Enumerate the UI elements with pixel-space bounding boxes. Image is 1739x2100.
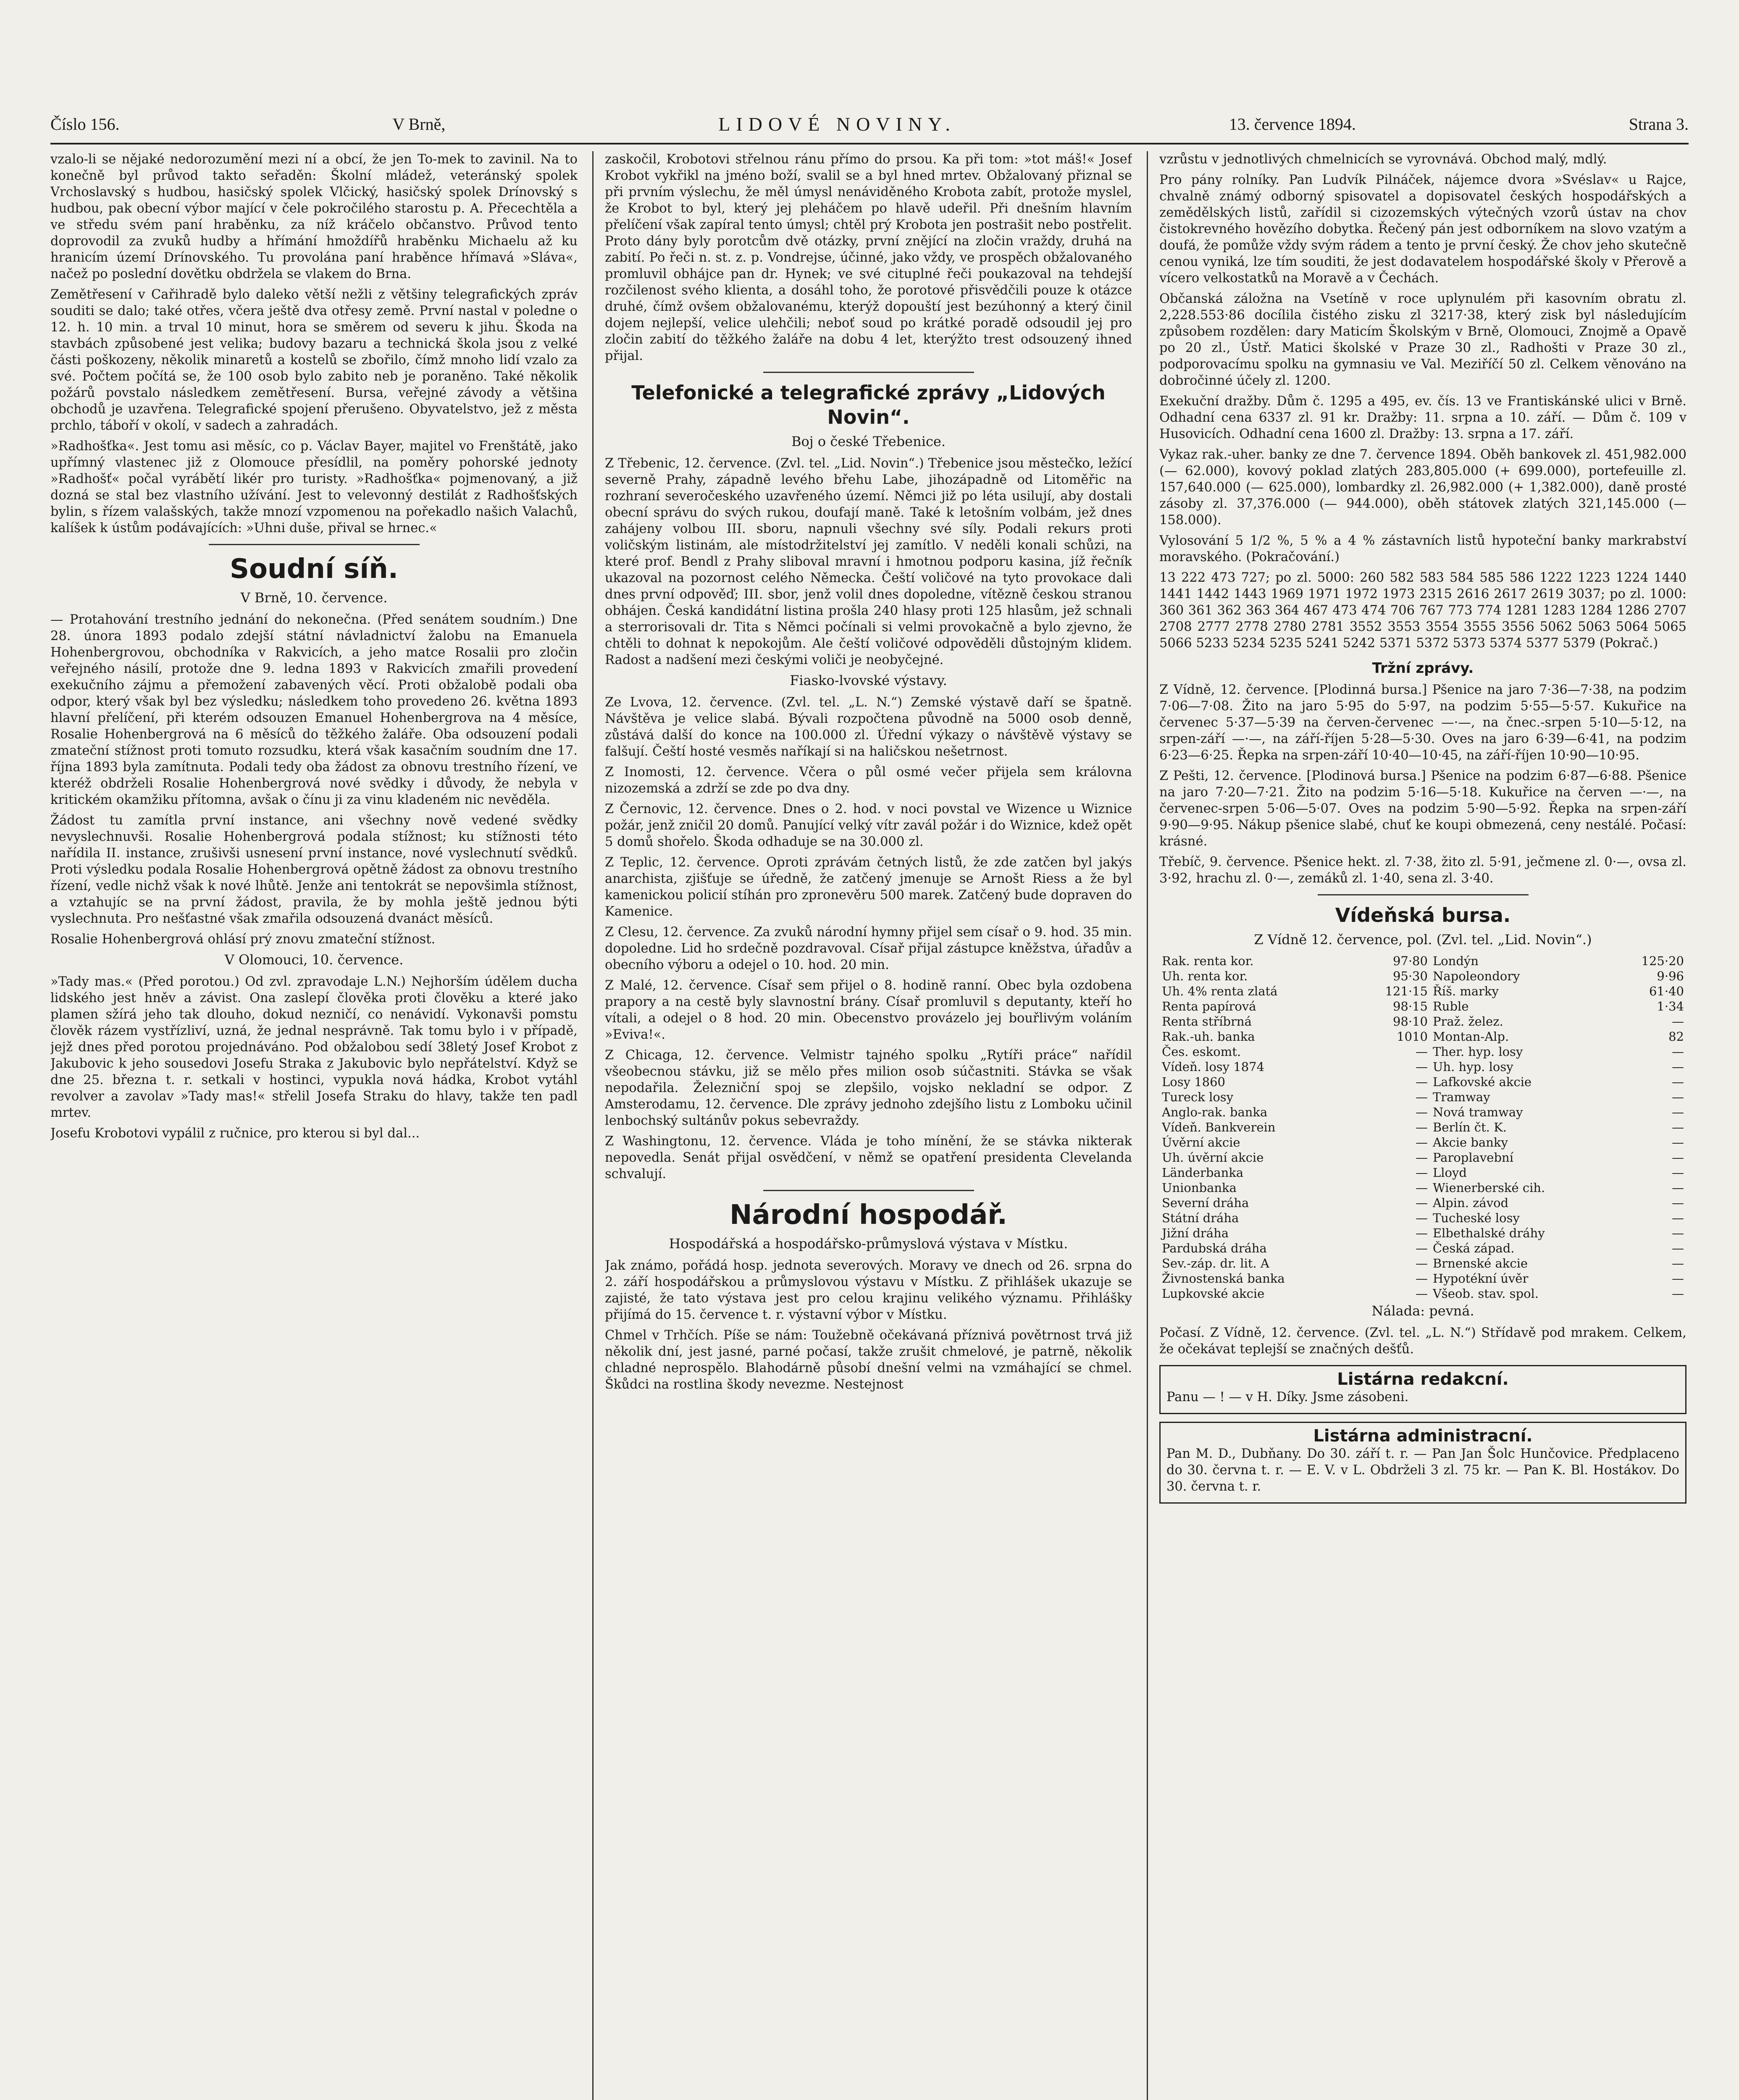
bourse-row <box>1159 1014 1686 1029</box>
bourse-price: — <box>1672 1241 1684 1255</box>
bourse-price: 61·40 <box>1649 984 1684 998</box>
bourse-price: — <box>1672 1271 1684 1286</box>
bourse-price: — <box>1672 1120 1684 1134</box>
article-paragraph: Z Malé, 12. července. Císař sem přijel o 8. hodině ranní. Obec byla ozdobena prapory a na cestě byly slavnostní brány. Císař promluvil s deputanty, kteří ho vítali, a odejel o 8 hod. 20 min. Obecenstvo provázelo jej bouřlivým voláním »Eviva!«. <box>605 978 1132 1042</box>
bourse-price: — <box>1415 1211 1428 1225</box>
bourse-price: — <box>1672 1090 1684 1104</box>
bourse-item: Montan-Alp. <box>1432 1029 1509 1044</box>
article-paragraph: zaskočil, Krobotovi střelnou ránu přímo do prsou. Ka při tom: »tot máš!« Josef Krobot vykřikl na jméno boží, svalil se a byl hned mrtev. Obžalovaný přiznal se při prvním výslechu, že měl úmysl nenáviděného Krobota zabít, protože myslel, že Krobot to byl, který jej pleháčem po hlavě udeřil. Při dnešním hlavním přelíčení však zapíral tento úmysl; chtěl prý Krobota jen postrašit nebo postřelit. Proto dány byly porotcům dvě otázky, první znějící na zločin vraždy, druhá na zabití. Po řeči n. st. z. p. Vondrejse, účinné, jako vždy, ve prospěch obžalovaného promluvil obhájce pan dr. Hynek; ve své cituplné řeči poukazoval na tehdejší rozčilenost svého klienta, a dosáhl toho, že porotové přisvědčili pouze k otázce druhé, čímž ovšem obžalovanému, kterýž dopouští jest bezúhonný a který činil dojem nejlepší, velice ulehčili; neboť soud po krátké poradě odsoudil jej pro zločin zabití do těžkého žaláře na dobu 4 let, kterýžto trest odsouzený ihned přijal. <box>605 152 1132 363</box>
section-heading-market: Tržní zprávy. <box>1372 660 1474 677</box>
dateline: V Brně, 10. července. <box>240 590 388 606</box>
bourse-item: Živnostenská banka <box>1162 1271 1285 1286</box>
bourse-price: 125·20 <box>1641 954 1684 968</box>
article-paragraph: Z Washingtonu, 12. července. Vláda je toho mínění, že se stávka nikterak nepovedla. Senát přijal osvědčení, v němž se opatření presidenta Clevelanda schvalují. <box>605 1134 1132 1181</box>
column-2 <box>605 151 1132 2100</box>
bourse-row <box>1159 1195 1686 1210</box>
bourse-item: Londýn <box>1432 954 1479 968</box>
newspaper-title: LIDOVÉ NOVINY. <box>718 113 956 135</box>
bourse-row <box>1159 984 1686 999</box>
bourse-price: — <box>1672 1181 1684 1195</box>
bourse-table <box>1159 953 1686 1301</box>
box-text: Panu — ! — v H. Díky. Jsme zásobeni. <box>1166 1390 1409 1404</box>
bourse-item: Tramway <box>1432 1090 1490 1104</box>
dateline: V Olomouci, 10. července. <box>224 952 404 968</box>
separator <box>763 372 974 373</box>
bourse-price: — <box>1672 1196 1684 1210</box>
bourse-item: Tureck losy <box>1162 1090 1234 1104</box>
article-paragraph: Z Inomosti, 12. července. Včera o půl osmé večer přijela sem královna nizozemská a zdrží se zde po dva dny. <box>605 765 1132 796</box>
bourse-item: Úvěrní akcie <box>1162 1135 1240 1150</box>
issue-date: 13. července 1894. <box>1229 114 1356 134</box>
bourse-item: Uh. renta kor. <box>1162 969 1248 983</box>
bourse-price: — <box>1672 1135 1684 1150</box>
bourse-item: Uh. hyp. losy <box>1432 1060 1513 1074</box>
bourse-item: Unionbanka <box>1162 1181 1237 1195</box>
section-heading-court: Soudní síň. <box>229 554 399 585</box>
bourse-row <box>1159 1165 1686 1180</box>
bourse-item: Länderbanka <box>1162 1166 1244 1180</box>
article-paragraph: Žádost tu zamítla první instance, ani všechny nově vedené svědky nevyslechnuvši. Rosalie Hohenbergrová podala stížnost; ku stížnosti této nařídila II. instance, zrušivši usnesení první instance, nové vyslechnutí svědků. Proti výsledku podala Rosalie Hohenbergrová opětně žádost za obnovu trestního řízení, vedle nichž však k nové lhůtě. Jenže ani tentokrát se nepovšimla stížnost, a vztahujíc se na první žádost, pravila, že by mohla ještě jednou býti vyslechnuta. Pro nešťastné však zmařila odsouzená dvanáct měsíců. <box>50 813 578 926</box>
bourse-price: — <box>1415 1271 1428 1286</box>
article-paragraph: Pro pány rolníky. Pan Ludvík Pilnáček, nájemce dvora »Svéslav« u Rajce, chvalně známý odborný spisovatel a dopisovatel českých hospodářských a zemědělských listů, zařídil si cizozemských výtečných vzorů ústav na chov čistokrevného hovězího dobytka. Řečený pán jest odborníkem na slovo vzatým a doufá, že pomůže vždy svým rádem a tento je první český. Že chov jeho skutečně cenou vyniká, lze tím souditi, že jest dodavatelem hospodářské školy v Přerově a vícero velkostatků na Moravě a v Čechách. <box>1159 173 1686 286</box>
box-title: Listárna administracní. <box>1313 1426 1533 1446</box>
administration-letters-box <box>1159 1422 1686 1504</box>
page-number: Strana 3. <box>1629 114 1689 134</box>
section-heading-telegrams: Telefonické a telegrafické zprávy „Lidových Novin“. <box>631 381 1106 428</box>
bourse-row <box>1159 1271 1686 1286</box>
bourse-item: Čes. eskomt. <box>1162 1045 1241 1059</box>
subheading: Boj o české Třebenice. <box>791 433 946 449</box>
subheading: Z Vídně 12. července, pol. (Zvl. tel. „Lid. Novin“.) <box>1254 932 1592 948</box>
bourse-item: Brnenské akcie <box>1432 1256 1528 1270</box>
bourse-price: — <box>1672 1256 1684 1270</box>
bourse-row <box>1159 1226 1686 1241</box>
bourse-item: Renta papírová <box>1162 999 1256 1013</box>
article-paragraph: Z Třebenic, 12. července. (Zvl. tel. „Lid. Novin“.) Třebenice jsou městečko, ležící severně Prahy, západně levého břehu Labe, jihozápadně od Litoměřic na rozhraní severočeského uzavřeného území. Němci již po léta usilují, aby dostali obecní správu do svých rukou, doufají maně. Také k letošním volbám, jež dnes zahájeny volbou III. sboru, napnuli všechny své síly. Podali rekurs proti voličským listinám, ale místodržitelství jej zamítlo. V neděli konali schůzi, na které prof. Bendl z Prahy sliboval mravní i hmotnou podporu kasina, jíž řečník ukazoval na pozornost celého Německa. Čeští voličové na tyto provokace dali dnes první odpověď; III. sbor, jenž volil dnes dopoledne, vítězně českou stranou obhájen. Česká kandidátní listina prošla 240 hlasy proti 125 hlasům, jež schnali a sterrorisovali dr. Tita s Němci počínali si velmi provokačně a bylo zjevno, že chtěli to dohnat k nepokojům. Ale čeští voličové odpověděli důstojným klidem. Radost a nadšení mezi českými voliči je neobyčejné. <box>605 456 1132 667</box>
bourse-row <box>1159 1120 1686 1135</box>
bourse-item: Renta stříbrná <box>1162 1014 1252 1029</box>
bourse-price: — <box>1672 1105 1684 1119</box>
bourse-item: Severní dráha <box>1162 1196 1249 1210</box>
bourse-price: 82 <box>1668 1029 1684 1044</box>
bourse-row <box>1159 1135 1686 1150</box>
box-text: Pan M. D., Dubňany. Do 30. září t. r. — Pan Jan Šolc Hunčovice. Předplaceno do 30. června t. r. — E. V. v L. Obdrželi 3 zl. 75 kr. — Pan K. Bl. Hostákov. Do 30. června t. r. <box>1166 1446 1679 1494</box>
bourse-item: Říš. marky <box>1432 984 1499 998</box>
bourse-price: 98·15 <box>1392 999 1428 1013</box>
bourse-item: Sev.-záp. dr. lit. A <box>1162 1256 1269 1270</box>
article-paragraph: Z Černovic, 12. července. Dnes o 2. hod. v noci povstal ve Wizence u Wiznice požár, jenž zničil 20 domů. Panující velký vítr zavál požár i do Wiznice, kdež opět 5 domů shořelo. Škoda odhaduje se na 30.000 zl. <box>605 802 1132 849</box>
article-paragraph: Vylosování 5 1/2 %, 5 % a 4 % zástavních listů hypoteční banky markrabství moravského. (Pokračování.) <box>1159 533 1686 564</box>
bourse-price: — <box>1415 1256 1428 1270</box>
bourse-price: — <box>1415 1135 1428 1150</box>
issue-number: Číslo 156. <box>50 114 120 134</box>
bourse-row <box>1159 1059 1686 1074</box>
bourse-price: 97·80 <box>1392 954 1428 968</box>
bourse-item: Pardubská dráha <box>1162 1241 1267 1255</box>
bourse-item: Losy 1860 <box>1162 1075 1226 1089</box>
bourse-item: Paroplavební <box>1432 1150 1513 1165</box>
bourse-row <box>1159 1210 1686 1226</box>
article-paragraph: Jak známo, pořádá hosp. jednota severových. Moravy ve dnech od 26. srpna do 2. září hospodářskou a průmyslovou výstavu v Místku. Z přihlášek ukazuje se zajisté, že tato výstava jest pro celou krajinu velikého významu. Přihlášky přijímá do 15. července t. r. výstavní výbor v Místku. <box>605 1258 1132 1322</box>
bourse-item: Napoleondory <box>1432 969 1520 983</box>
bourse-price: 98·10 <box>1392 1014 1428 1029</box>
article-paragraph: vzalo-li se nějaké nedorozumění mezi ní a obcí, že jen To-mek to zavinil. Na to konečně byl průvod takto seřaděn: Školní mládež, veteránský spolek Vrchoslavský s hudbou, hasičský spolek Vlčický, hasičský spolek Drínovský s hudbou, pak obecní výbor mající v čele pokročilého starostu p. A. Přecechtěla a ve středu svém paní hraběnku, za níž kráčelo občanstvo. Průvod tento doprovodil za zvuků hudby a hřímání hmoždířů hraběnku Michaelu až ku hranicím území Drínovského. Tu provolána paní hraběnce hřímavá »Sláva«, načež po poslední dovětku obdržela se vlakem do Brna. <box>50 152 578 281</box>
bourse-item: Berlín čt. K. <box>1432 1120 1507 1134</box>
bourse-price: — <box>1415 1181 1428 1195</box>
bourse-item: Lupkovské akcie <box>1162 1286 1265 1301</box>
bourse-price: — <box>1415 1075 1428 1089</box>
article-paragraph: Z Pešti, 12. července. [Plodinová bursa.] Pšenice na podzim 6·87—6·88. Pšenice na jaro 7·20—7·21. Žito na podzim 5·16—5·18. Kukuřice na červen —·—, na červenec-srpen 5·06—5·07. Oves na podzim 5·90—5·92. Řepka na srpen-září 9·90—9·95. Nákup pšenice slabé, chuť ke koupi obmezená, ceny nestálé. Počasí: krásné. <box>1159 769 1686 849</box>
article-paragraph: vzrůstu v jednotlivých chmelnicích se vyrovnává. Obchod malý, mdlý. <box>1159 152 1607 167</box>
bourse-row <box>1159 1105 1686 1120</box>
bourse-item: Rak. renta kor. <box>1162 954 1254 968</box>
bourse-item: Hypotékní úvěr <box>1432 1271 1529 1286</box>
separator <box>209 544 420 545</box>
bourse-item: Wienerberské cih. <box>1432 1181 1545 1195</box>
article-paragraph: Rosalie Hohenbergrová ohlásí prý znovu zmateční stížnost. <box>50 932 436 947</box>
bourse-item: Rak.-uh. banka <box>1162 1029 1255 1044</box>
bourse-item: Uh. 4% renta zlatá <box>1162 984 1278 998</box>
bourse-price: 9·96 <box>1657 969 1684 983</box>
bourse-price: — <box>1415 1241 1428 1255</box>
bourse-price: — <box>1672 1226 1684 1240</box>
bourse-item: Akcie banky <box>1432 1135 1508 1150</box>
editorial-letters-box <box>1159 1365 1686 1414</box>
bourse-price: — <box>1672 1075 1684 1089</box>
article-paragraph: Z Vídně, 12. července. [Plodinná bursa.] Pšenice na jaro 7·36—7·38, na podzim 7·06—7·08. Žito na jaro 5·95 do 5·97, na podzim 5·55—5·57. Kukuřice na červenec 5·37—5·39 na červen-červenec —·—, na čnec.-srpen 5·10—5·12, na srpen-září —·—, na září-říjen 5·28—5·30. Oves na jaro 6·39—6·41, na podzim 6·23—6·25. Řepka na srpen-září 10·40—10·45, na září-říjen 10·90—10·95. <box>1159 682 1686 763</box>
bourse-price: — <box>1415 1166 1428 1180</box>
bourse-item: Vídeň. losy 1874 <box>1162 1060 1265 1074</box>
bourse-row <box>1159 1286 1686 1301</box>
bourse-row <box>1159 1044 1686 1059</box>
bourse-row <box>1159 999 1686 1014</box>
bourse-item: Jižní dráha <box>1162 1226 1229 1240</box>
box-title: Listárna redakcní. <box>1337 1370 1509 1389</box>
separator <box>763 1190 974 1191</box>
article-paragraph: Z Teplic, 12. července. Oproti zprávám četných listů, že zde zatčen byl jakýs anarchista, zjišťuje se úředně, že zatčený jmenuje se Arnošt Riess a že byl kamenickou policií stíhán pro zpronevěru 500 marek. Zatčený bude dopraven do Kamenice. <box>605 855 1132 919</box>
bourse-price: — <box>1672 1150 1684 1165</box>
bourse-price: — <box>1672 1045 1684 1059</box>
article-paragraph: Zemětřesení v Cařihradě bylo daleko větší nežli z většiny telegrafických zpráv souditi se dalo; také otřes, včera ještě dva otřesy země. První nastal v poledne o 12. h. 10 min. a trval 10 minut, hora se směrem od severu k jihu. Škoda na stavbách způsobené jest velika; budovy bazaru a technická škola jsou z velké části poškozeny, několik minaretů a kostelů se zbořilo, čímž mnoho lidí vzalo za své. Počtem počítá se, že 100 osob bylo zabito neb je poraněno. Také několik požárů povstalo následkem zemětřesení. Bursa, veřejné závody a většina obchodů je uzavřena. Telegrafické spojení přerušeno. Obyvatelstvo, jež z města prchlo, táboří v okolí, v sadech a zahradách. <box>50 287 578 433</box>
bourse-item: Vídeň. Bankverein <box>1162 1120 1276 1134</box>
column-1 <box>50 151 578 2100</box>
bourse-price: 121·15 <box>1385 984 1428 998</box>
bourse-item: Státní dráha <box>1162 1211 1239 1225</box>
bourse-row <box>1159 1150 1686 1165</box>
bourse-price: — <box>1415 1045 1428 1059</box>
bourse-row <box>1159 953 1686 969</box>
bourse-price: — <box>1415 1226 1428 1240</box>
bourse-row <box>1159 1256 1686 1271</box>
article-paragraph: 13 222 473 727; po zl. 5000: 260 582 583 584 585 586 1222 1223 1224 1440 1441 1442 1443 1969 1971 1972 1973 2315 2616 2617 2619 3037; po zl. 1000: 360 361 362 363 364 467 473 474 706 767 773 774 1281 1283 1284 1286 2707 2708 2777 2778 2780 2781 3552 3553 3554 3555 3556 5062 5063 5064 5065 5066 5233 5234 5235 5241 5242 5371 5372 5373 5374 5377 5379 (Pokrač.) <box>1159 570 1686 651</box>
bourse-row <box>1159 1241 1686 1256</box>
bourse-item: Nová tramway <box>1432 1105 1523 1119</box>
bourse-row <box>1159 1089 1686 1105</box>
separator <box>1318 894 1529 895</box>
article-paragraph: Z Chicaga, 12. července. Velmistr tajného spolku „Rytíři práce“ nařídil všeobecnou stávku, již se mělo přes milion osob súčastniti. Stávka se však nepodařila. Železniční spoj se zlepšilo, vojsko nekladní se odpor. Z Amsterodamu, 12. července. Dle zprávy jednoho zdejšího listu z Lomboku učinil lenbochský sultánův pokus sebevraždy. <box>605 1048 1132 1128</box>
bourse-price: 95·30 <box>1392 969 1428 983</box>
article-paragraph: »Radhošťka«. Jest tomu asi měsíc, co p. Václav Bayer, majitel vo Frenštátě, jako upřímný vlastenec již z Olomouce přesídlil, na poměry pohorské jednoty »Radhošť« počal vyrábětí likér pro turisty. »Radhošťka« pojmenovaný, a již dozná se stal bez vlastního užívání. Jest to velevonný destilát z Radhošťských bylin, s řízem valašských, takže mnozí vzpomenou na pořekadlo našich Valachů, kalíšek k ústům podávajících: »Uhni duše, přival se hrnec.« <box>50 439 578 536</box>
subheading: Hospodářská a hospodářsko-průmyslová výstava v Místku. <box>669 1236 1068 1252</box>
bourse-item: Lafkovské akcie <box>1432 1075 1532 1089</box>
column-divider <box>1147 151 1148 2100</box>
bourse-price: — <box>1415 1196 1428 1210</box>
bourse-price: — <box>1672 1060 1684 1074</box>
bourse-item: Lloyd <box>1432 1166 1467 1180</box>
article-paragraph: »Tady mas.« (Před porotou.) Od zvl. zpravodaje L.N.) Nejhorším údělem ducha lidského jest hněv a závist. Ona zaslepí člověka proti člověku a které jako plamen sžírá jeho tak dlouho, dokud nezničí, co nenávidí. Vykonavši pomstu člověk rázem vystřízliví, uzná, že jednal nesprávně. Tak tomu bylo i v případě, jejž dnes před porotou projednáváno. Pod obžalobou sedí 38letý Josef Krobot z Jakubovic k jeho sousedovi Josefu Straka z Jakubovic bylo nepřátelství. Když se dne 25. března t. r. setkali v hostinci, vypukla nová hádka, Krobot vytáhl revolver a zavolav »Tady mas!« střelil Josefa Straku do hlavy, takže ten padl mrtev. <box>50 974 578 1120</box>
article-paragraph: Exekuční dražby. Dům č. 1295 a 495, ev. čís. 13 ve Frantiskánské ulici v Brně. Odhadní cena 6337 zl. 91 kr. Dražby: 11. srpna a 10. září. — Dům č. 109 v Husovicích. Odhadní cena 1600 zl. Dražby: 13. srpna a 17. září. <box>1159 394 1686 441</box>
bourse-row <box>1159 1029 1686 1044</box>
bourse-item: Praž. želez. <box>1432 1014 1503 1029</box>
article-paragraph: Josefu Krobotovi vypálil z ručnice, pro kterou si byl dal... <box>50 1126 420 1141</box>
bourse-price: — <box>1672 1286 1684 1301</box>
bourse-price: — <box>1672 1211 1684 1225</box>
bourse-price: — <box>1415 1090 1428 1104</box>
article-paragraph: Ze Lvova, 12. července. (Zvl. tel. „L. N.“) Zemské výstavě daří se špatně. Návštěva je velice slabá. Bývali rozpočtena původně na 5000 osob denně, zůstává další do konce na 100.000 zl. Úřední výkazy o návštěvě výstavy se falšují. Čeští hosté vesměs naříkají si na haličskou nešetrnost. <box>605 695 1132 759</box>
bourse-price: 1·34 <box>1657 999 1684 1013</box>
bourse-price: — <box>1415 1150 1428 1165</box>
article-paragraph: Chmel v Trhčích. Píše se nám: Toužebně očekávaná příznivá povětrnost trvá již několik dní, jest jasné, parné počasí, takže zrušit chmelové, je patrně, několik chladné neprospělo. Blahodárně působí dnešní velmi na vzmáhající se chmel. Škůdci na rostlina škody nevezme. Nestejnost <box>605 1328 1132 1392</box>
bourse-item: Elbethalské dráhy <box>1432 1226 1545 1240</box>
section-heading-bourse: Vídeňská bursa. <box>1335 904 1511 927</box>
bourse-price: 1010 <box>1397 1029 1428 1044</box>
bourse-item: Tucheské losy <box>1432 1211 1520 1225</box>
bourse-item: Uh. úvěrní akcie <box>1162 1150 1264 1165</box>
column-3 <box>1159 151 1686 2100</box>
section-heading-economy: Národní hospodář. <box>729 1200 1008 1231</box>
article-paragraph: Vykaz rak.-uher. banky ze dne 7. července 1894. Oběh bankovek zl. 451,982.000 (— 62.000), kovový poklad zlatých 283,805.000 (+ 699.000), portefeuille zl. 157,640.000 (— 625.000), lombardky zl. 26,982.000 (+ 1,382.000), daně prosté zásoby zl. 37,376.000 (— 944.000), oběh státovek zlatých 321,145.000 (— 158.000). <box>1159 447 1686 528</box>
bourse-price: — <box>1415 1060 1428 1074</box>
article-paragraph: Z Clesu, 12. července. Za zvuků národní hymny přijel sem císař o 9. hod. 35 min. dopoledne. Lid ho srdečně pozdravoval. Císař přijal zástupce kněžstva, úřadův a obecního výboru a odejel o 10. hod. 20 min. <box>605 925 1132 972</box>
article-paragraph: Občanská záložna na Vsetíně v roce uplynulém při kasovním obratu zl. 2,228.553·86 docílila čistého zisku zl 3217·38, který zisk byl následujícím způsobem rozdělen: dary Maticím Školským v Brně, Olomouci, Znojmě a Opavě po 20 zl., Ústř. Matici školské v Praze 30 zl., Radhošti v Praze 30 zl., podporovacímu spolku na gymnasiu ve Val. Meziříčí 50 zl. Celkem věnováno na dobročinné účely zl. 1200. <box>1159 291 1686 388</box>
bourse-price: — <box>1672 1014 1684 1029</box>
column-divider <box>592 151 594 2100</box>
bourse-price: — <box>1415 1120 1428 1134</box>
bourse-item: Ther. hyp. losy <box>1432 1045 1523 1059</box>
bourse-tone: Nálada: pevná. <box>1371 1303 1474 1319</box>
bourse-item: Alpin. závod <box>1432 1196 1509 1210</box>
article-paragraph: Třebíč, 9. července. Pšenice hekt. zl. 7·38, žito zl. 5·91, ječmene zl. 0·—, ovsa zl. 3·92, hrachu zl. 0·—, zemáků zl. 1·40, sena zl. 3·40. <box>1159 855 1686 886</box>
bourse-item: Všeob. stav. spol. <box>1432 1286 1539 1301</box>
header-city: V Brně, <box>392 114 446 134</box>
page-header <box>50 105 1689 144</box>
bourse-item: Česká západ. <box>1432 1241 1515 1255</box>
bourse-item: Anglo-rak. banka <box>1162 1105 1268 1119</box>
bourse-price: — <box>1672 1166 1684 1180</box>
bourse-row <box>1159 969 1686 984</box>
bourse-row <box>1159 1074 1686 1089</box>
article-paragraph: — Protahování trestního jednání do nekonečna. (Před senátem soudním.) Dne 28. února 1893 podalo zdejší státní návladnictví žalobu na Emanuela Hohenbergrovou, obchodníka v Rakvicích, a jeho matce Rosalii pro zločin veřejného násilí, protože dne 9. ledna 1893 v Rakvicích zmařili provedení exekučního zájmu a přemožení zabavených věcí. Proti obžalobě podali oba odpor, který však byl bez výsledku; následkem toho provedeno 26. května 1893 hlavní přelíčení, při kterém odsouzen Emanuel Hohenbergrova na 4 měsíce, Rosalie Hohenbergrová na 6 měsíců do těžkého žaláře. Oba odsouzení podali zmateční stížnost proti tomuto rozsudku, která však kasačním soudním dne 17. října 1893 byla zamítnuta. Podali tedy oba žádost za obnovu trestního řízení, ve kteréž obdrželi Rosalie Hohenbergrová nové svědky i důvody, že nebyla v kritickém okamžiku přítomna, avšak o čínu ji za vinu kladeném nic nevěděla. <box>50 612 578 807</box>
bourse-row <box>1159 1180 1686 1195</box>
weather-paragraph: Počasí. Z Vídně, 12. července. (Zvl. tel. „L. N.“) Střídavě pod mrakem. Celkem, že očekávat teplejší se značných dešťů. <box>1159 1326 1686 1357</box>
bourse-item: Ruble <box>1432 999 1469 1013</box>
bourse-price: — <box>1415 1105 1428 1119</box>
bourse-price: — <box>1415 1286 1428 1301</box>
subheading: Fiasko-lvovské výstavy. <box>790 672 947 688</box>
